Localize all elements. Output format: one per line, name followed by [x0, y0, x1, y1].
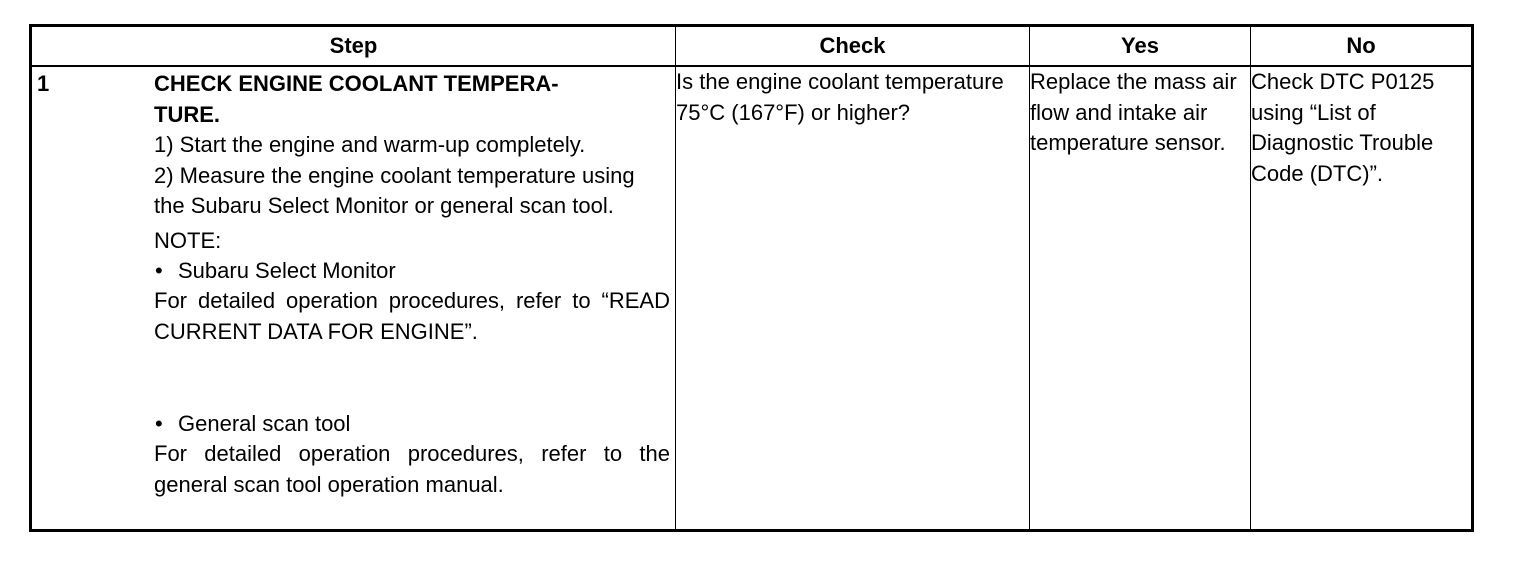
header-yes: Yes: [1030, 26, 1251, 67]
header-check: Check: [676, 26, 1030, 67]
note-label: NOTE:: [154, 227, 222, 253]
table-header-row: [31, 26, 1473, 67]
table-row: [31, 66, 1473, 531]
diagnostic-table: [29, 24, 1474, 532]
no-cell: Check DTC P0125 using “List of Diagnostic Trouble Code (DTC)”.: [1251, 66, 1473, 531]
bullet-general-scan-tool: • General scan tool: [154, 409, 670, 439]
bullet-2-description: For detailed operation procedures, refer to the general scan tool operation manual.: [154, 441, 670, 497]
header-step: Step: [31, 26, 676, 67]
step-cell: [31, 66, 676, 531]
step-instruction-2: 2) Measure the engine coolant temperature using the Subaru Select Monitor or general scan tool.: [154, 162, 635, 218]
header-no: No: [1251, 26, 1473, 67]
step-body: [154, 67, 675, 500]
step-instruction-1: 1) Start the engine and warm-up completely.: [154, 132, 586, 157]
spacer: [154, 347, 670, 409]
bullet-subaru-select-monitor: • Subaru Select Monitor: [154, 256, 670, 286]
step-number: 1: [37, 71, 50, 96]
yes-cell: Replace the mass air flow and intake air temperature sensor.: [1030, 66, 1251, 531]
step-title-line-2: TURE.: [154, 101, 220, 127]
step-title-line-1: CHECK ENGINE COOLANT TEMPERA-: [154, 71, 559, 96]
check-cell: Is the engine coolant temperature 75°C (167°F) or higher?: [676, 66, 1030, 531]
bullet-1-description: For detailed operation procedures, refer to “READ CURRENT DATA FOR ENGINE”.: [154, 288, 670, 344]
note-block: [154, 226, 670, 501]
step-title: [154, 69, 670, 130]
